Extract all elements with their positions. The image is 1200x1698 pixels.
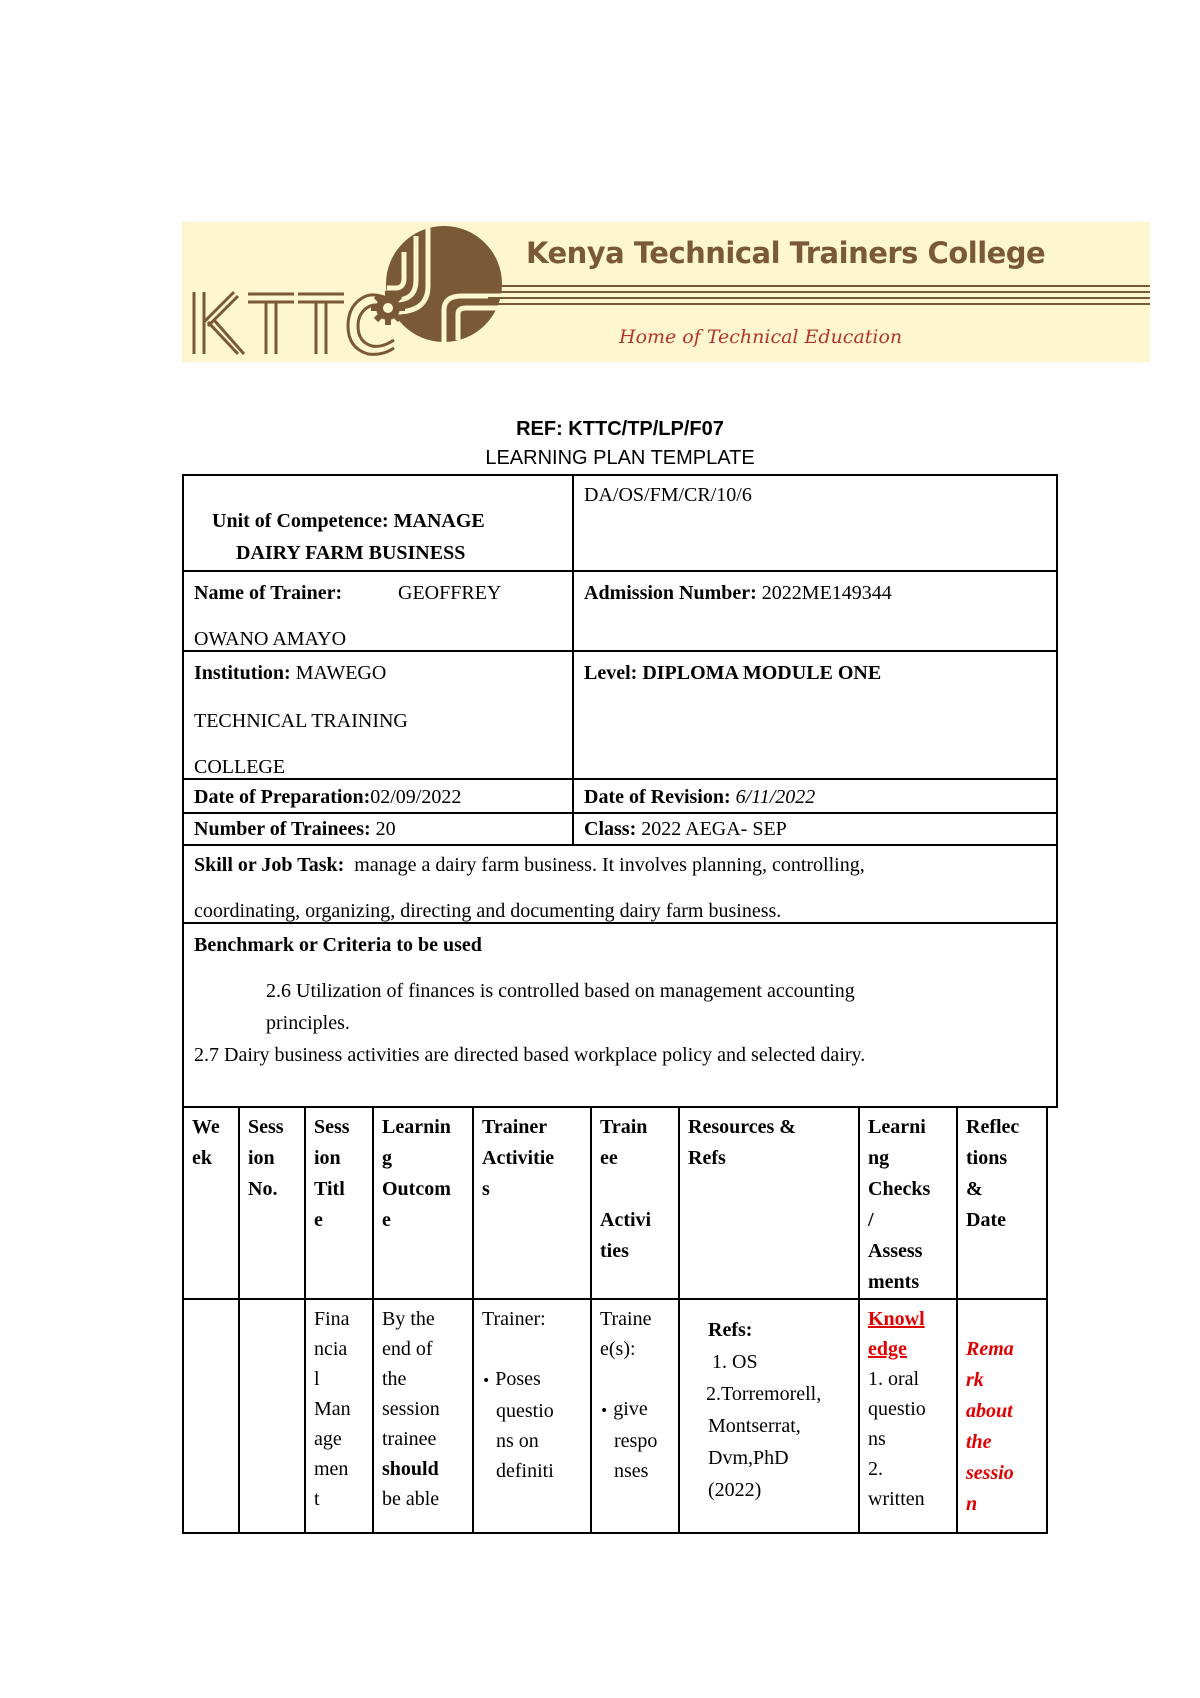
unit-code: DA/OS/FM/CR/10/6 [584, 484, 752, 506]
unit-of-competence-label: Unit of Competence: MANAGE [212, 510, 485, 532]
trainer-first-name: GEOFFREY [398, 582, 502, 604]
preparation-date-value: 02/09/2022 [370, 786, 462, 808]
trainer-name-label: Name of Trainer: [194, 582, 343, 604]
banner-stripes [488, 284, 1150, 308]
revision-date-value: 6/11/2022 [735, 786, 816, 808]
benchmark-item-2-6-cont: principles. [266, 1012, 350, 1034]
trainee-activities-cell: Traine e(s): • give respo nses [600, 1308, 658, 1482]
col-line [858, 1108, 860, 1534]
class-label: Class: [584, 818, 637, 840]
kttc-logo-icon [182, 222, 522, 362]
col-line [238, 1108, 240, 1534]
session-title-cell: Fina ncia l Man age men t [314, 1308, 351, 1510]
table-bottom [182, 1532, 1048, 1534]
preparation-date-label: Date of Preparation: [194, 786, 371, 808]
col-line [590, 1108, 592, 1534]
column-divider [572, 476, 574, 844]
col-line [1046, 1108, 1048, 1534]
benchmark-item-2-6: 2.6 Utilization of finances is controlled based on management accounting [266, 980, 855, 1002]
institution-line2: TECHNICAL TRAINING [194, 710, 408, 732]
row-divider [182, 570, 1058, 572]
header-reflections-date: Reflec tions & Date [966, 1116, 1020, 1231]
document-title: LEARNING PLAN TEMPLATE [485, 447, 755, 469]
resources-refs-cell: Refs: 1. OS 2.Torremorell, Montserrat, Dvm,PhD (2022) [706, 1319, 822, 1501]
unit-of-competence-label-2: DAIRY FARM BUSINESS [236, 542, 466, 564]
col-line [472, 1108, 474, 1534]
col-line [182, 1108, 184, 1534]
trainees-count-label: Number of Trainees: [194, 818, 371, 840]
reference-code: REF: KTTC/TP/LP/F07 [516, 418, 724, 440]
header-learning-outcome: Learnin g Outcom e [382, 1116, 451, 1231]
institution-line3: COLLEGE [194, 756, 570, 780]
col-line [372, 1108, 374, 1534]
learning-checks-cell: Knowl edge 1. oral questio ns 2. written [868, 1308, 926, 1510]
skill-description-line1: manage a dairy farm business. It involves planning, controlling, [354, 854, 865, 876]
session-plan-table [182, 1108, 1048, 1534]
level-value: DIPLOMA MODULE ONE [642, 662, 882, 684]
header-resources-refs: Resources & Refs [688, 1116, 796, 1169]
bullet-icon: • [600, 1403, 609, 1419]
admission-number-value: 2022ME149344 [761, 582, 892, 604]
header-trainer-activities: Trainer Activitie s [482, 1116, 555, 1200]
header-trainee-activities: Train ee Activi ties [600, 1116, 652, 1262]
level-label: Level: [584, 662, 638, 684]
skill-label: Skill or Job Task: [194, 854, 345, 876]
col-line [678, 1108, 680, 1534]
admission-number-label: Admission Number: [584, 582, 757, 604]
col-line [956, 1108, 958, 1534]
trainees-count-value: 20 [375, 818, 396, 840]
college-motto: Home of Technical Education [619, 326, 903, 348]
learning-plan-form [182, 474, 1058, 1108]
benchmark-item-2-7: 2.7 Dairy business activities are directed based workplace policy and selected dairy. [194, 1044, 866, 1066]
learning-outcome-cell: By the end of the session trainee should be able [382, 1308, 440, 1510]
reflections-cell: Rema rk about the sessio n [966, 1338, 1014, 1515]
col-line [304, 1108, 306, 1534]
trainer-activities-cell: Trainer: • Poses questio ns on definiti [482, 1308, 554, 1482]
college-banner [182, 222, 1150, 362]
row-divider [182, 844, 1058, 846]
revision-date-label: Date of Revision: [584, 786, 731, 808]
header-session-no: Sess ion No. [248, 1116, 284, 1200]
institution-label: Institution: [194, 662, 291, 684]
benchmark-label: Benchmark or Criteria to be used [194, 934, 482, 956]
trainer-surname: OWANO AMAYO [194, 628, 570, 652]
header-week: We ek [192, 1116, 220, 1169]
skill-description-line2: coordinating, organizing, directing and documenting dairy farm business. [194, 900, 782, 922]
header-learning-checks: Learni ng Checks / Assess ments [868, 1116, 931, 1293]
bullet-icon: • [482, 1373, 491, 1389]
college-name: Kenya Technical Trainers College [526, 236, 1046, 270]
class-value: 2022 AEGA- SEP [641, 818, 787, 840]
row-divider [182, 812, 1058, 814]
header-divider [182, 1298, 1048, 1300]
header-session-title: Sess ion Titl e [314, 1116, 350, 1231]
institution-line1: MAWEGO [295, 662, 387, 684]
